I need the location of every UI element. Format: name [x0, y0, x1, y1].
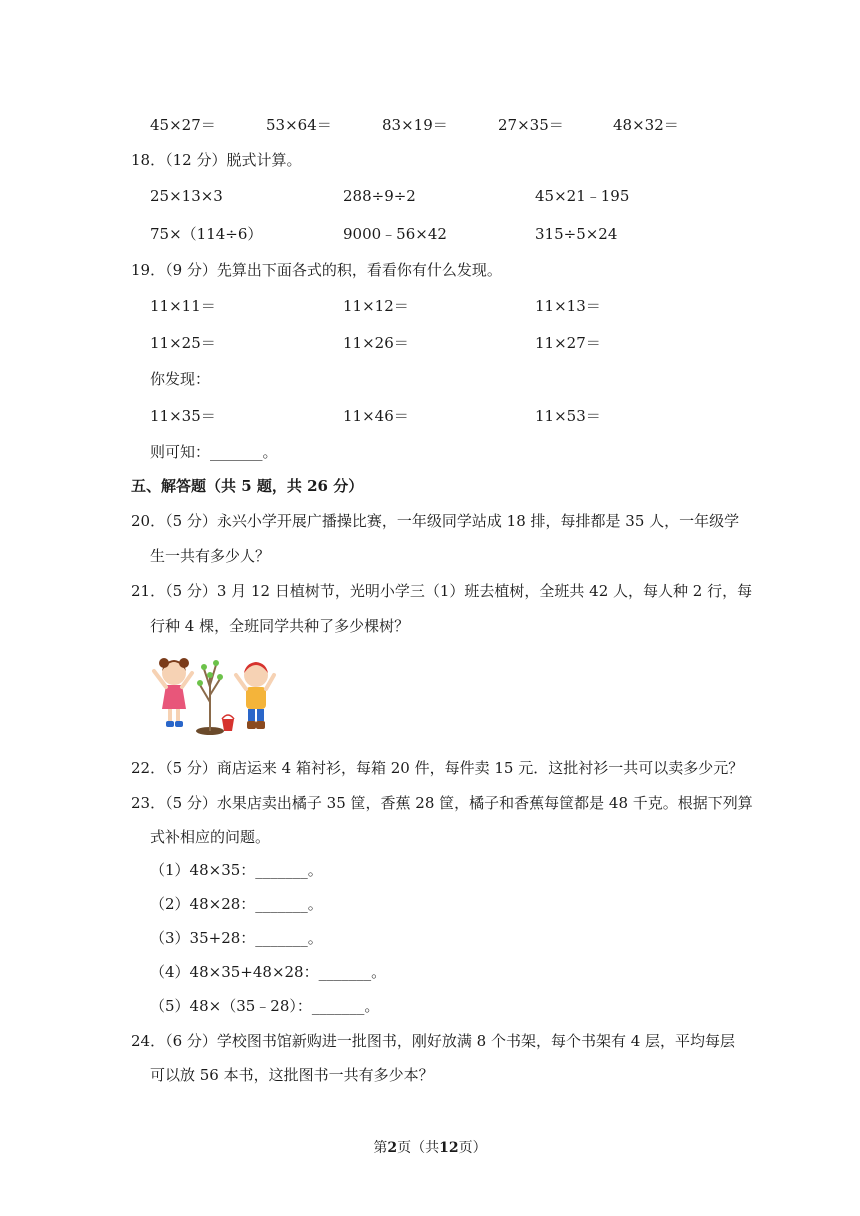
product-item: 11×25＝: [150, 334, 216, 352]
sub-question-item: （2）48×28：_______。: [150, 895, 323, 913]
step-calc-item: 9000﹣56×42: [343, 225, 447, 243]
oral-calc-item: 48×32＝: [613, 116, 679, 134]
sub-question-item: （4）48×35+48×28：_______。: [150, 963, 387, 981]
product-item: 11×12＝: [343, 297, 409, 315]
oral-calc-item: 83×19＝: [382, 116, 448, 134]
product-item: 11×46＝: [343, 407, 409, 425]
oral-calc-item: 45×27＝: [150, 116, 216, 134]
step-calc-item: 25×13×3: [150, 187, 223, 205]
sub-question-item: （3）35+28：_______。: [150, 929, 323, 947]
question-21-line1: 21．（5 分）3 月 12 日植树节，光明小学三（1）班去植树，全班共 42 人，每人种 2 行，每: [131, 582, 753, 600]
question-19-title: 19．（9 分）先算出下面各式的积，看看你有什么发现。: [131, 261, 502, 279]
question-23-line2: 式补相应的问题。: [150, 828, 271, 846]
footer-mid: 页（共: [397, 1140, 440, 1156]
product-item: 11×13＝: [535, 297, 601, 315]
step-calc-item: 288÷9÷2: [343, 187, 416, 205]
footer-suffix: 页）: [458, 1140, 487, 1156]
question-22: 22．（5 分）商店运来 4 箱衬衫，每箱 20 件，每件卖 15 元．这批衬衫一共可以卖多少元？: [131, 759, 744, 777]
question-21-line2: 行种 4 棵，全班同学共种了多少棵树？: [150, 617, 410, 635]
question-20-line2: 生一共有多少人？: [150, 547, 271, 565]
conclusion-line: 则可知：_______。: [150, 443, 278, 461]
step-calc-item: 45×21﹣195: [535, 187, 630, 205]
page-number: 2: [387, 1140, 398, 1156]
total-pages: 12: [439, 1140, 459, 1156]
oral-calc-item: 53×64＝: [266, 116, 332, 134]
page-footer: [0, 1137, 860, 1157]
found-label: 你发现：: [150, 370, 211, 388]
product-item: 11×11＝: [150, 297, 216, 315]
step-calc-item: 75×（114÷6）: [150, 225, 263, 243]
question-24-line2: 可以放 56 本书，这批图书一共有多少本？: [150, 1066, 434, 1084]
question-20-line1: 20．（5 分）永兴小学开展广播操比赛，一年级同学站成 18 排，每排都是 35 人，一年级学: [131, 512, 740, 530]
product-item: 11×27＝: [535, 334, 601, 352]
question-23-line1: 23．（5 分）水果店卖出橘子 35 筐，香蕉 28 筐，橘子和香蕉每筐都是 48 千克。根据下列算: [131, 794, 753, 812]
sub-question-item: （1）48×35：_______。: [150, 861, 323, 879]
section-5-heading: 五、解答题（共 5 题，共 26 分）: [131, 477, 364, 495]
oral-calc-item: 27×35＝: [498, 116, 564, 134]
footer-prefix: 第: [373, 1140, 388, 1156]
sub-question-item: （5）48×（35﹣28）：_______。: [150, 997, 380, 1015]
product-item: 11×35＝: [150, 407, 216, 425]
product-item: 11×26＝: [343, 334, 409, 352]
step-calc-item: 315÷5×24: [535, 225, 618, 243]
product-item: 11×53＝: [535, 407, 601, 425]
tree-planting-illustration: [148, 647, 278, 739]
question-18-title: 18．（12 分）脱式计算。: [131, 151, 302, 169]
question-24-line1: 24．（6 分）学校图书馆新购进一批图书，刚好放满 8 个书架，每个书架有 4 层，平均每层: [131, 1032, 736, 1050]
